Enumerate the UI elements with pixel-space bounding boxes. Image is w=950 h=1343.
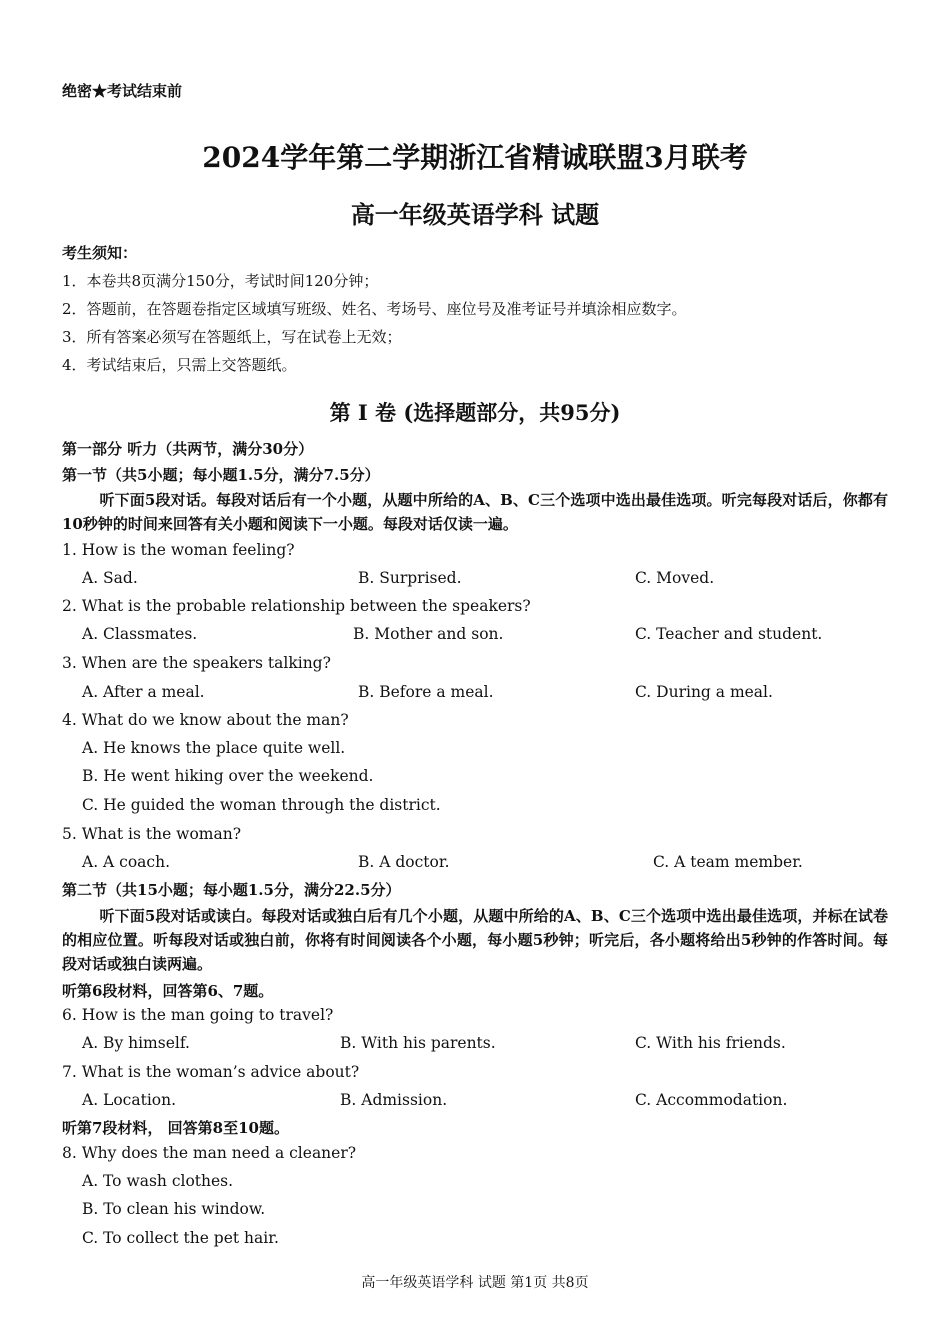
option-7c: C. Accommodation. (635, 1091, 788, 1109)
option-5b: B. A doctor. (358, 853, 450, 871)
option-8a: A. To wash clothes. (82, 1172, 234, 1190)
listening-heading: 第一部分 听力（共两节，满分30分） (62, 440, 314, 458)
question-6: 6. How is the man going to travel? (62, 1006, 334, 1024)
option-4b: B. He went hiking over the weekend. (82, 767, 374, 785)
section2-instructions: 听下面5段对话或读白。每段对话或独白后有几个小题，从题中所给的A、B、C三个选项中选出最佳选项，并标在试卷的相应位置。听每段对话或独白前，你将有时间阅读各个小题，每小题5秒钟；听完后，各小题将给出5秒钟的作答时间。每段对话或独白读两遍。 (62, 907, 888, 973)
notice-item: 1．本卷共8页满分150分，考试时间120分钟； (62, 272, 379, 290)
option-4c: C. He guided the woman through the district. (82, 796, 441, 814)
question-8: 8. Why does the man need a cleaner? (62, 1144, 357, 1162)
notice-heading: 考生须知： (62, 244, 138, 262)
confidential-label: 绝密★考试结束前 (62, 82, 183, 100)
section1-instructions: 听下面5段对话。每段对话后有一个小题，从题中所给的A、B、C三个选项中选出最佳选项。听完每段对话后，你都有10秒钟的时间来回答有关小题和阅读下一小题。每段对话仅读一遍。 (62, 491, 888, 533)
option-5c: C. A team member. (653, 853, 803, 871)
option-3b: B. Before a meal. (358, 683, 494, 701)
option-6b: B. With his parents. (340, 1034, 496, 1052)
material-7-heading: 听第7段材料， 回答第8至10题。 (62, 1119, 289, 1137)
option-1b: B. Surprised. (358, 569, 462, 587)
question-2: 2. What is the probable relationship between the speakers? (62, 597, 531, 615)
option-2b: B. Mother and son. (353, 625, 504, 643)
section2-heading: 第二节（共15小题；每小题1.5分，满分22.5分） (62, 881, 401, 899)
exam-title: 2024学年第二学期浙江省精诚联盟3月联考 (202, 141, 748, 174)
question-3: 3. When are the speakers talking? (62, 654, 331, 672)
question-5: 5. What is the woman? (62, 825, 242, 843)
option-6a: A. By himself. (82, 1034, 190, 1052)
option-8c: C. To collect the pet hair. (82, 1229, 279, 1247)
notice-item: 4．考试结束后，只需上交答题纸。 (62, 356, 297, 374)
option-8b: B. To clean his window. (82, 1200, 266, 1218)
option-3a: A. After a meal. (82, 683, 205, 701)
option-6c: C. With his friends. (635, 1034, 786, 1052)
question-7: 7. What is the woman’s advice about? (62, 1063, 360, 1081)
option-2c: C. Teacher and student. (635, 625, 823, 643)
question-4: 4. What do we know about the man? (62, 711, 349, 729)
notice-item: 2．答题前，在答题卷指定区域填写班级、姓名、考场号、座位号及准考证号并填涂相应数字。 (62, 300, 687, 318)
option-2a: A. Classmates. (82, 625, 198, 643)
section1-heading: 第一节（共5小题；每小题1.5分，满分7.5分） (62, 466, 380, 484)
option-3c: C. During a meal. (635, 683, 773, 701)
exam-subtitle: 高一年级英语学科 试题 (350, 200, 600, 229)
option-5a: A. A coach. (82, 853, 171, 871)
option-4a: A. He knows the place quite well. (82, 739, 346, 757)
option-7b: B. Admission. (340, 1091, 448, 1109)
part1-title: 第 I 卷 (选择题部分，共95分) (329, 400, 621, 425)
option-1a: A. Sad. (82, 569, 138, 587)
option-1c: C. Moved. (635, 569, 715, 587)
page-footer: 高一年级英语学科 试题 第1页 共8页 (361, 1275, 589, 1291)
question-1: 1. How is the woman feeling? (62, 541, 295, 559)
material-6-heading: 听第6段材料，回答第6、7题。 (62, 982, 274, 1000)
notice-item: 3．所有答案必须写在答题纸上，写在试卷上无效； (62, 328, 402, 346)
option-7a: A. Location. (82, 1091, 177, 1109)
